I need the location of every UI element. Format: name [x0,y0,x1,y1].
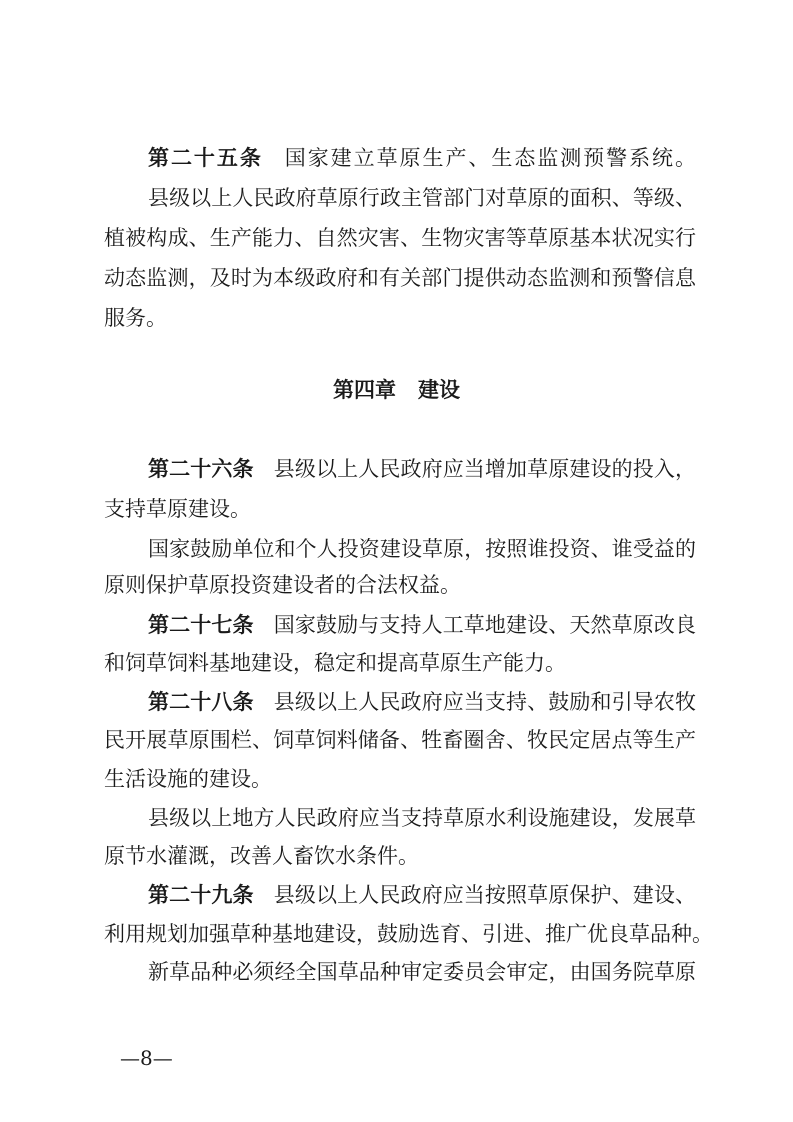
article-28-line-1 [148,690,696,714]
page-number: —8— [120,1046,173,1070]
article-29-line-2: 利用规划加强草种基地建设，鼓励选育、引进、推广优良草品种。 [104,922,713,946]
chapter-title: 建设 [418,378,460,402]
article-28-line-2: 民开展草原围栏、饲草饲料储备、牲畜圈舍、牧民定居点等生产 [104,728,696,752]
article-25-p2-line-3: 动态监测，及时为本级政府和有关部门提供动态监测和预警信息 [104,266,696,290]
article-28-heading: 第二十八条 [148,690,254,714]
article-27-line-1 [148,613,696,637]
article-29-line-1 [148,883,696,907]
article-25-p2-line-4: 服务。 [104,306,167,330]
article-26-text: 县级以上人民政府应当增加草原建设的投入， [273,457,697,481]
article-28-p2-line-1: 县级以上地方人民政府应当支持草原水利设施建设，发展草 [148,806,696,830]
article-25-text: 国家建立草原生产、生态监测预警系统。 [282,146,697,170]
article-29-heading: 第二十九条 [148,883,254,907]
article-25-line-1 [148,146,696,170]
article-26-line-2: 支持草原建设。 [104,497,251,521]
article-26-heading: 第二十六条 [148,457,254,481]
article-27-line-2: 和饲草饲料基地建设，稳定和提高草原生产能力。 [104,651,566,675]
article-26-p2-line-2: 原则保护草原投资建设者的合法权益。 [104,573,461,597]
article-25-p2-line-1: 县级以上人民政府草原行政主管部门对草原的面积、等级、 [148,186,696,210]
article-26-line-1 [148,457,696,481]
article-29-text: 县级以上人民政府应当按照草原保护、建设、 [273,883,697,907]
article-29-p2-line-1: 新草品种必须经全国草品种审定委员会审定，由国务院草原 [148,960,696,984]
article-28-p2-line-2: 原节水灌溉，改善人畜饮水条件。 [104,844,419,868]
article-27-text: 国家鼓励与支持人工草地建设、天然草原改良 [273,613,697,637]
article-25-p2-line-2: 植被构成、生产能力、自然灾害、生物灾害等草原基本状况实行 [104,226,696,250]
article-28-line-3: 生活设施的建设。 [104,767,272,791]
article-28-text: 县级以上人民政府应当支持、鼓励和引导农牧 [273,690,697,714]
article-27-heading: 第二十七条 [148,613,254,637]
chapter-heading [0,378,793,402]
article-26-p2-line-1: 国家鼓励单位和个人投资建设草原，按照谁投资、谁受益的 [148,537,696,561]
article-25-heading: 第二十五条 [148,146,263,170]
chapter-number: 第四章 [333,378,396,402]
